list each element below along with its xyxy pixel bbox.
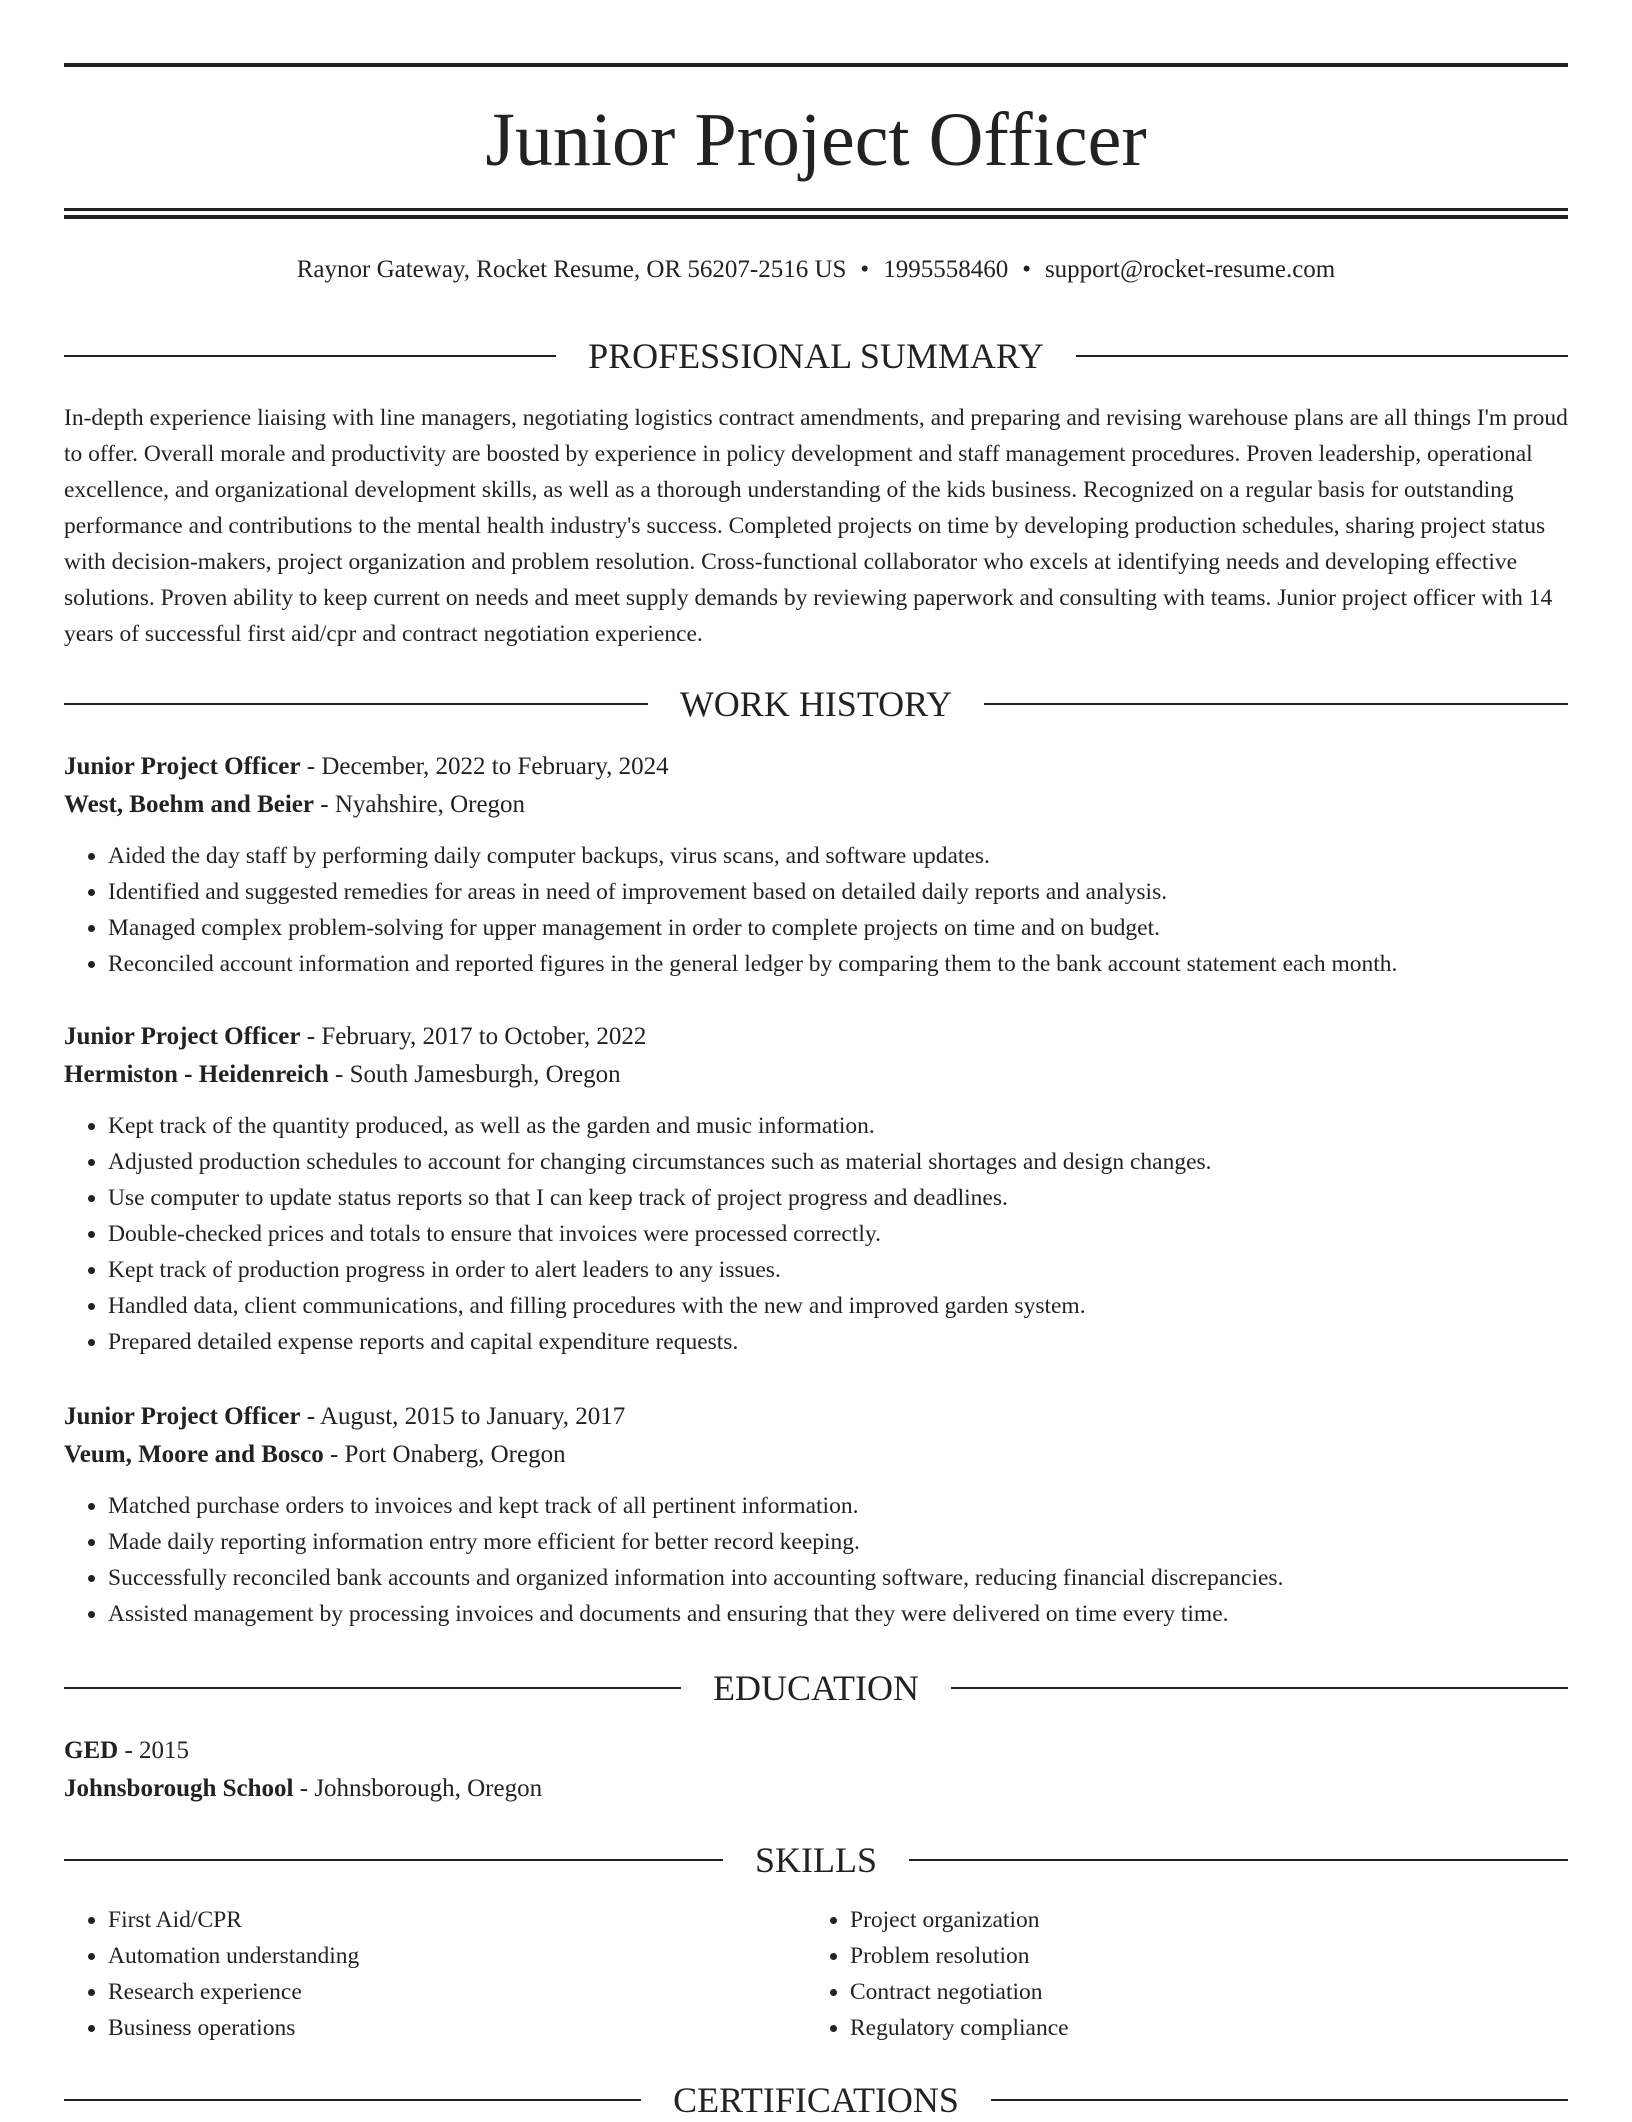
job-bullets (64, 838, 1568, 982)
job-company: Hermiston - Heidenreich (64, 1061, 329, 1088)
section-heading-skills (64, 1838, 1568, 1882)
section-heading-certifications (64, 2078, 1568, 2122)
heading-label: CERTIFICATIONS (673, 2080, 959, 2120)
skills-column-left (64, 1902, 806, 2046)
heading-label: WORK HISTORY (679, 684, 953, 724)
job-dates: - December, 2022 to February, 2024 (300, 753, 669, 780)
list-item: • Identified and suggested remedies for areas in need of improvement based on detailed daily reports and analysis. (108, 874, 1568, 910)
heading-rule (64, 355, 556, 357)
header-rule-upper (64, 208, 1568, 211)
list-item: • Prepared detailed expense reports and capital expenditure requests. (108, 1324, 1568, 1360)
job-dates: - August, 2015 to January, 2017 (300, 1403, 626, 1430)
job-title-line (64, 1398, 1568, 1436)
list-item: • Made daily reporting information entry more efficient for better record keeping. (108, 1524, 1568, 1560)
list-item: • Contract negotiation (850, 1974, 1548, 2010)
list-item: • Handled data, client communications, and filling procedures with the new and improved garden system. (108, 1288, 1568, 1324)
job-entry (64, 1018, 1568, 1360)
heading-rule (64, 1859, 723, 1861)
job-title: Junior Project Officer (64, 753, 301, 780)
heading-label: PROFESSIONAL SUMMARY (588, 336, 1044, 376)
heading-label: EDUCATION (713, 1668, 919, 1708)
heading-rule (909, 1859, 1568, 1861)
contact-email: support@rocket-resume.com (1044, 256, 1336, 283)
list-item: • Adjusted production schedules to account for changing circumstances such as material shortages and design changes. (108, 1144, 1568, 1180)
list-item: • Kept track of the quantity produced, as well as the garden and music information. (108, 1108, 1568, 1144)
job-title-line (64, 748, 1568, 786)
list-item: • First Aid/CPR (108, 1902, 806, 1938)
contact-address: Raynor Gateway, Rocket Resume, OR 56207-2516 US (296, 256, 847, 283)
top-rule (64, 63, 1568, 67)
heading-rule (984, 703, 1568, 705)
education-school-line (64, 1770, 1568, 1808)
job-title: Junior Project Officer (64, 1023, 301, 1050)
list-item: • Double-checked prices and totals to ensure that invoices were processed correctly. (108, 1216, 1568, 1252)
job-dates: - February, 2017 to October, 2022 (300, 1023, 647, 1050)
list-item: • Regulatory compliance (850, 2010, 1548, 2046)
contact-separator: • (860, 256, 870, 283)
list-item: • Successfully reconciled bank accounts and organized information into accounting software, reducing financial discrepancies. (108, 1560, 1568, 1596)
candidate-name: Junior Project Officer (485, 98, 1147, 182)
list-item: • Managed complex problem-solving for upper management in order to complete projects on time and on budget. (108, 910, 1568, 946)
list-item: • Kept track of production progress in order to alert leaders to any issues. (108, 1252, 1568, 1288)
section-heading-education (64, 1666, 1568, 1710)
list-item: • Research experience (108, 1974, 806, 2010)
job-title: Junior Project Officer (64, 1403, 301, 1430)
list-item: • Business operations (108, 2010, 806, 2046)
section-heading-work-history (64, 682, 1568, 726)
list-item: • Problem resolution (850, 1938, 1548, 1974)
skills-column-right (806, 1902, 1548, 2046)
skills-list (64, 1902, 1568, 2046)
heading-rule (951, 1687, 1568, 1689)
heading-rule (64, 2099, 641, 2101)
job-entry (64, 748, 1568, 982)
education-entry (64, 1732, 1568, 1808)
contact-phone: 1995558460 (883, 256, 1009, 283)
heading-rule (64, 703, 648, 705)
job-bullets (64, 1488, 1568, 1632)
job-location: - Nyahshire, Oregon (314, 791, 526, 818)
job-company: West, Boehm and Beier (64, 791, 314, 818)
education-degree-line (64, 1732, 1568, 1770)
job-company-line (64, 1056, 1568, 1094)
education-school: Johnsborough School (64, 1775, 294, 1802)
job-company: Veum, Moore and Bosco (64, 1441, 324, 1468)
heading-rule (64, 1687, 681, 1689)
education-year: - 2015 (118, 1737, 190, 1764)
summary-text: In-depth experience liaising with line managers, negotiating logistics contract amendments, and preparing and revising warehouse plans are all things I'm proud to offer. Overall morale and productivity are boosted by experience in policy development and staff management procedures. Proven leadership, operational excellence, and organizational development skills, as well as a thorough understanding of the kids business. Recognized on a regular basis for outstanding performance and contributions to the mental health industry's success. Completed projects on time by developing production schedules, sharing project status with decision-makers, project organization and problem resolution. Cross-functional collaborator who excels at identifying needs and developing effective solutions. Proven ability to keep current on needs and meet supply demands by reviewing paperwork and consulting with teams. Junior project officer with 14 years of successful first aid/cpr and contract negotiation experience. (64, 405, 1568, 647)
job-location: - South Jamesburgh, Oregon (328, 1061, 621, 1088)
list-item: • Automation understanding (108, 1938, 806, 1974)
heading-rule (991, 2099, 1568, 2101)
education-location: - Johnsborough, Oregon (293, 1775, 543, 1802)
list-item: • Aided the day staff by performing daily computer backups, virus scans, and software updates. (108, 838, 1568, 874)
list-item: • Assisted management by processing invoices and documents and ensuring that they were delivered on time every time. (108, 1596, 1568, 1632)
education-degree: GED (64, 1737, 119, 1764)
list-item: • Project organization (850, 1902, 1548, 1938)
heading-label: SKILLS (755, 1840, 878, 1880)
job-location: - Port Onaberg, Oregon (323, 1441, 566, 1468)
contact-separator: • (1022, 256, 1031, 283)
contact-info (64, 254, 1568, 286)
list-item: • Matched purchase orders to invoices and kept track of all pertinent information. (108, 1488, 1568, 1524)
job-entry (64, 1398, 1568, 1632)
job-company-line (64, 1436, 1568, 1474)
heading-rule (1076, 355, 1568, 357)
header-rule-lower (64, 215, 1568, 219)
job-company-line (64, 786, 1568, 824)
list-item: • Use computer to update status reports so that I can keep track of project progress and deadlines. (108, 1180, 1568, 1216)
section-heading-summary (64, 334, 1568, 378)
list-item: • Reconciled account information and reported figures in the general ledger by comparing them to the bank account statement each month. (108, 946, 1568, 982)
job-bullets (64, 1108, 1568, 1360)
job-title-line (64, 1018, 1568, 1056)
